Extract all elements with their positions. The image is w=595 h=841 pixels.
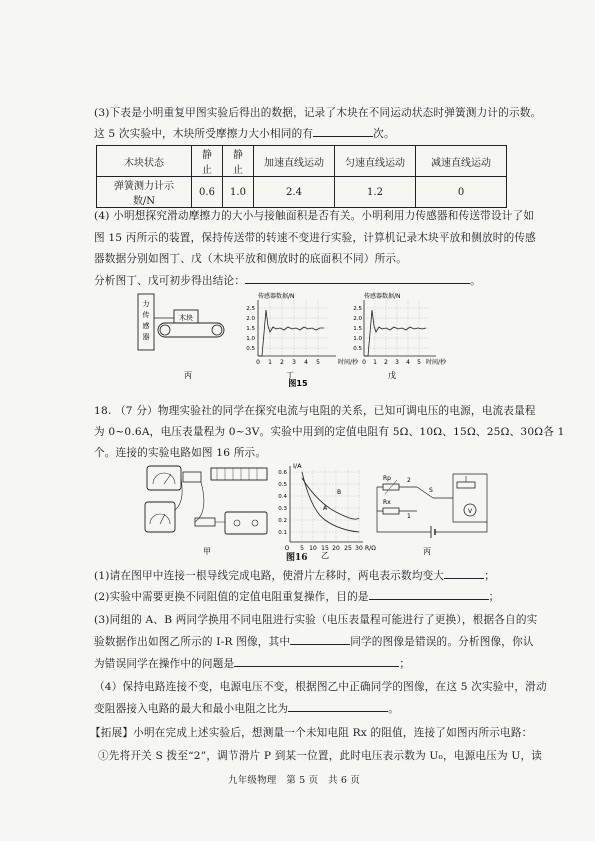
page-footer: 九年级物理 第 5 页 共 6 页 xyxy=(228,775,361,786)
switch-s-label: S xyxy=(429,487,433,494)
q18-p3-line2 xyxy=(94,634,534,649)
answer-blank[interactable] xyxy=(234,656,399,667)
q18-p2 xyxy=(94,589,499,604)
tick-label: 0.1 xyxy=(278,530,287,536)
table-row xyxy=(97,146,507,177)
conveyor-apparatus xyxy=(138,294,224,380)
tick-label: 3 xyxy=(292,359,296,366)
power-supply xyxy=(225,512,267,534)
q18-p3-text2: 同学的图像是错误的。分析图像，你认 xyxy=(350,636,534,648)
tick-label: 1 xyxy=(268,359,272,366)
tick-label: 0.6 xyxy=(278,470,287,476)
resistor-rx xyxy=(383,508,399,514)
q17-part3-suffix: 次。 xyxy=(373,128,395,140)
tick-label: 0.5 xyxy=(278,482,287,488)
q17-part3-text: 这 5 次实验中，木块所受摩擦力大小相同的有 xyxy=(94,128,314,140)
tick-label: 0 xyxy=(362,359,366,366)
q17-part4-line2: 图 15 丙所示的装置，保持传送带的转速不变进行实验，计算机记录木块平放和侧放时的传感 xyxy=(94,232,536,244)
q18-p2-suffix: ； xyxy=(488,591,500,603)
q18-p3-suffix: ； xyxy=(399,658,411,670)
q18-line1: 18. （7 分）物理实验社的同学在探究电流与电阻的关系，已知可调电压的电源，电流表量程 xyxy=(94,405,536,417)
q17-part3-line2 xyxy=(94,126,395,141)
tick-label: 5 xyxy=(316,359,320,366)
x-axis-label: R/Ω xyxy=(365,545,376,552)
table-cell: 木块状态 xyxy=(97,146,192,177)
q17-part4-text: 分析图丁、戊可初步得出结论： xyxy=(94,275,246,287)
q18-p1-suffix: ； xyxy=(484,570,496,582)
table-cell: 减速直线运动 xyxy=(416,146,507,177)
label-bing: 丙 xyxy=(184,371,192,380)
answer-blank[interactable] xyxy=(290,634,350,645)
tick-label: O xyxy=(284,545,290,552)
q18-p3-text3: 为错误同学在操作中的问题是 xyxy=(94,658,235,670)
tick-label: 2.0 xyxy=(353,316,362,322)
q18-p3-line1: (3)同组的 A、B 两同学换用不同电阻进行实验（电压表量程可能进行了更换），根据各自的实 xyxy=(94,614,538,626)
y-axis-label: 传感器数据/N xyxy=(258,293,295,300)
table-cell: 匀速直线运动 xyxy=(335,146,416,177)
tick-label: 1.5 xyxy=(353,326,362,332)
sensor-curve xyxy=(364,310,426,356)
table-cell: 弹簧测力计示数/N xyxy=(97,177,192,208)
chart-wu xyxy=(353,292,447,380)
table-cell: 0 xyxy=(416,177,507,208)
curve-a xyxy=(302,472,359,532)
q17-part4-suffix: 。 xyxy=(470,275,481,287)
tick-label: 3 xyxy=(395,359,399,366)
spring-scale-table xyxy=(96,145,507,208)
tick-label: 5 xyxy=(300,545,304,552)
tick-label: 25 xyxy=(344,545,352,552)
tick-label: 1.0 xyxy=(353,336,362,342)
q18-extension-line2: ①先将开关 S 拨至“2”，调节滑片 P 到某一位置，此时电压表示数为 U₀，电源电压为 U，读 xyxy=(98,750,543,762)
answer-blank[interactable] xyxy=(313,126,373,137)
conveyor-belt xyxy=(158,323,224,337)
voltmeter xyxy=(145,502,175,532)
figure-16-caption: 图16 xyxy=(286,553,308,563)
q18-p4-suffix: 。 xyxy=(388,703,400,715)
q18-line3: 个。连接的实验电路如图 16 所示。 xyxy=(94,447,267,459)
chart-yi xyxy=(278,462,376,560)
tick-label: 0 xyxy=(256,359,260,366)
rheostat-p xyxy=(457,482,475,488)
rp-label: Rp xyxy=(383,475,391,482)
sensor-char: 力 xyxy=(142,300,150,308)
voltmeter-label: V xyxy=(467,508,473,515)
y-axis-label: 传感器数据/N xyxy=(364,293,401,300)
figure-15 xyxy=(130,290,447,388)
table-cell: 1.2 xyxy=(335,177,416,208)
figure-16 xyxy=(125,462,495,560)
fixed-resistor xyxy=(183,472,201,482)
q17-part4-line4 xyxy=(94,273,481,288)
sensor-char: 传 xyxy=(142,311,150,319)
q18-p2-text: (2)实验中需要更换不同阻值的定值电阻重复操作，目的是 xyxy=(94,591,369,603)
tick-label: 0.2 xyxy=(278,518,287,524)
block-label: 木块 xyxy=(179,314,193,322)
tick-label: 2.5 xyxy=(353,306,362,312)
tick-label: 0.3 xyxy=(278,506,287,512)
switch-pos-2: 2 xyxy=(407,477,411,484)
q17-part4-line1: (4) 小明想探究滑动摩擦力的大小与接触面积是否有关。小明利用力传感器和传送带设计了如 xyxy=(94,210,535,222)
tick-label: 1.5 xyxy=(246,326,255,332)
tick-label: 5 xyxy=(417,359,421,366)
tick-label: 2 xyxy=(384,359,388,366)
tick-label: 2 xyxy=(280,359,284,366)
tick-label: 1.0 xyxy=(246,336,255,342)
tick-label: 1 xyxy=(373,359,377,366)
rx-label: Rx xyxy=(383,499,391,506)
q18-line2: 为 0~0.6A，电压表量程为 0~3V。实验中用到的定值电阻有 5Ω、10Ω、15Ω、25Ω、30Ω各 1 xyxy=(94,426,565,438)
roller xyxy=(160,325,170,335)
label-jia: 甲 xyxy=(203,547,211,556)
switch-pos-1: 1 xyxy=(407,513,411,520)
table-cell: 2.4 xyxy=(254,177,335,208)
q18-p3-line3 xyxy=(94,656,410,671)
sensor-char: 器 xyxy=(142,333,150,341)
answer-blank[interactable] xyxy=(245,273,470,284)
q18-p4-line1: （4）保持电路连接不变，电源电压不变，根据图乙中正确同学的图像，在这 5 次实验中，滑动 xyxy=(94,681,547,693)
q18-p3-text: 验数据作出如图乙所示的 I-R 图像，其中 xyxy=(94,636,291,648)
tick-label: 30 xyxy=(355,545,363,552)
q17-part3-line1: (3)下表是小明重复甲图实验后得出的数据，记录了木块在不同运动状态时弹簧测力计的示数。 xyxy=(94,107,542,119)
table-cell: 0.6 xyxy=(192,177,223,208)
q18-p1-text: (1)请在图甲中连接一根导线完成电路，使滑片左移时，两电表示数均变大 xyxy=(94,570,445,582)
curve-a-label: A xyxy=(323,505,328,512)
tick-label: 2.0 xyxy=(246,316,255,322)
table-cell: 1.0 xyxy=(223,177,254,208)
answer-blank[interactable] xyxy=(369,589,489,600)
tick-label: 4 xyxy=(304,359,308,366)
roller xyxy=(212,325,222,335)
chart-ding xyxy=(246,292,359,380)
table-cell: 加速直线运动 xyxy=(254,146,335,177)
table-cell: 静止 xyxy=(223,146,254,177)
tick-label: 20 xyxy=(332,545,340,552)
tick-label: 0.5 xyxy=(353,346,362,352)
label-yi: 乙 xyxy=(321,551,329,560)
x-axis-label: 时间/秒 xyxy=(338,359,359,366)
q18-p4-text: 变阻器接入电路的最大和最小电阻之比为 xyxy=(94,703,289,715)
q18-extension-line1: 【拓展】小明在完成上述实验后，想测量一个未知电阻 Rx 的阻值，连接了如图丙所示电路： xyxy=(90,727,533,739)
y-axis-label: I/A xyxy=(293,462,302,470)
tick-label: 10 xyxy=(309,545,317,552)
answer-blank[interactable] xyxy=(288,701,388,712)
tick-label: 15 xyxy=(321,545,329,552)
tick-label: 0.4 xyxy=(278,494,287,500)
x-axis-label: 时间/秒 xyxy=(426,359,447,366)
q18-p1 xyxy=(94,568,495,583)
ammeter xyxy=(147,466,181,490)
rheostat xyxy=(211,468,267,480)
q17-part4-line3: 器数据分别如图丁、戊（木块平放和侧放时的底面积不同）所示。 xyxy=(94,253,408,265)
circuit-bing xyxy=(377,474,487,556)
table-cell: 静止 xyxy=(192,146,223,177)
answer-blank[interactable] xyxy=(444,568,484,579)
label-wu: 戊 xyxy=(388,371,396,380)
curve-b-label: B xyxy=(337,489,342,496)
tick-label: 0.5 xyxy=(246,346,255,352)
figure-caption: 图15 xyxy=(288,379,308,388)
label-ding: 丁 xyxy=(286,371,294,380)
circuit-apparatus-jia xyxy=(145,466,267,556)
sensor-char: 感 xyxy=(142,322,150,330)
sensor-curve xyxy=(258,310,324,356)
tick-label: 4 xyxy=(406,359,410,366)
q18-p4-line2 xyxy=(94,701,399,716)
table-row xyxy=(97,177,507,208)
label-bing: 丙 xyxy=(423,547,431,556)
tick-label: 2.5 xyxy=(246,306,255,312)
